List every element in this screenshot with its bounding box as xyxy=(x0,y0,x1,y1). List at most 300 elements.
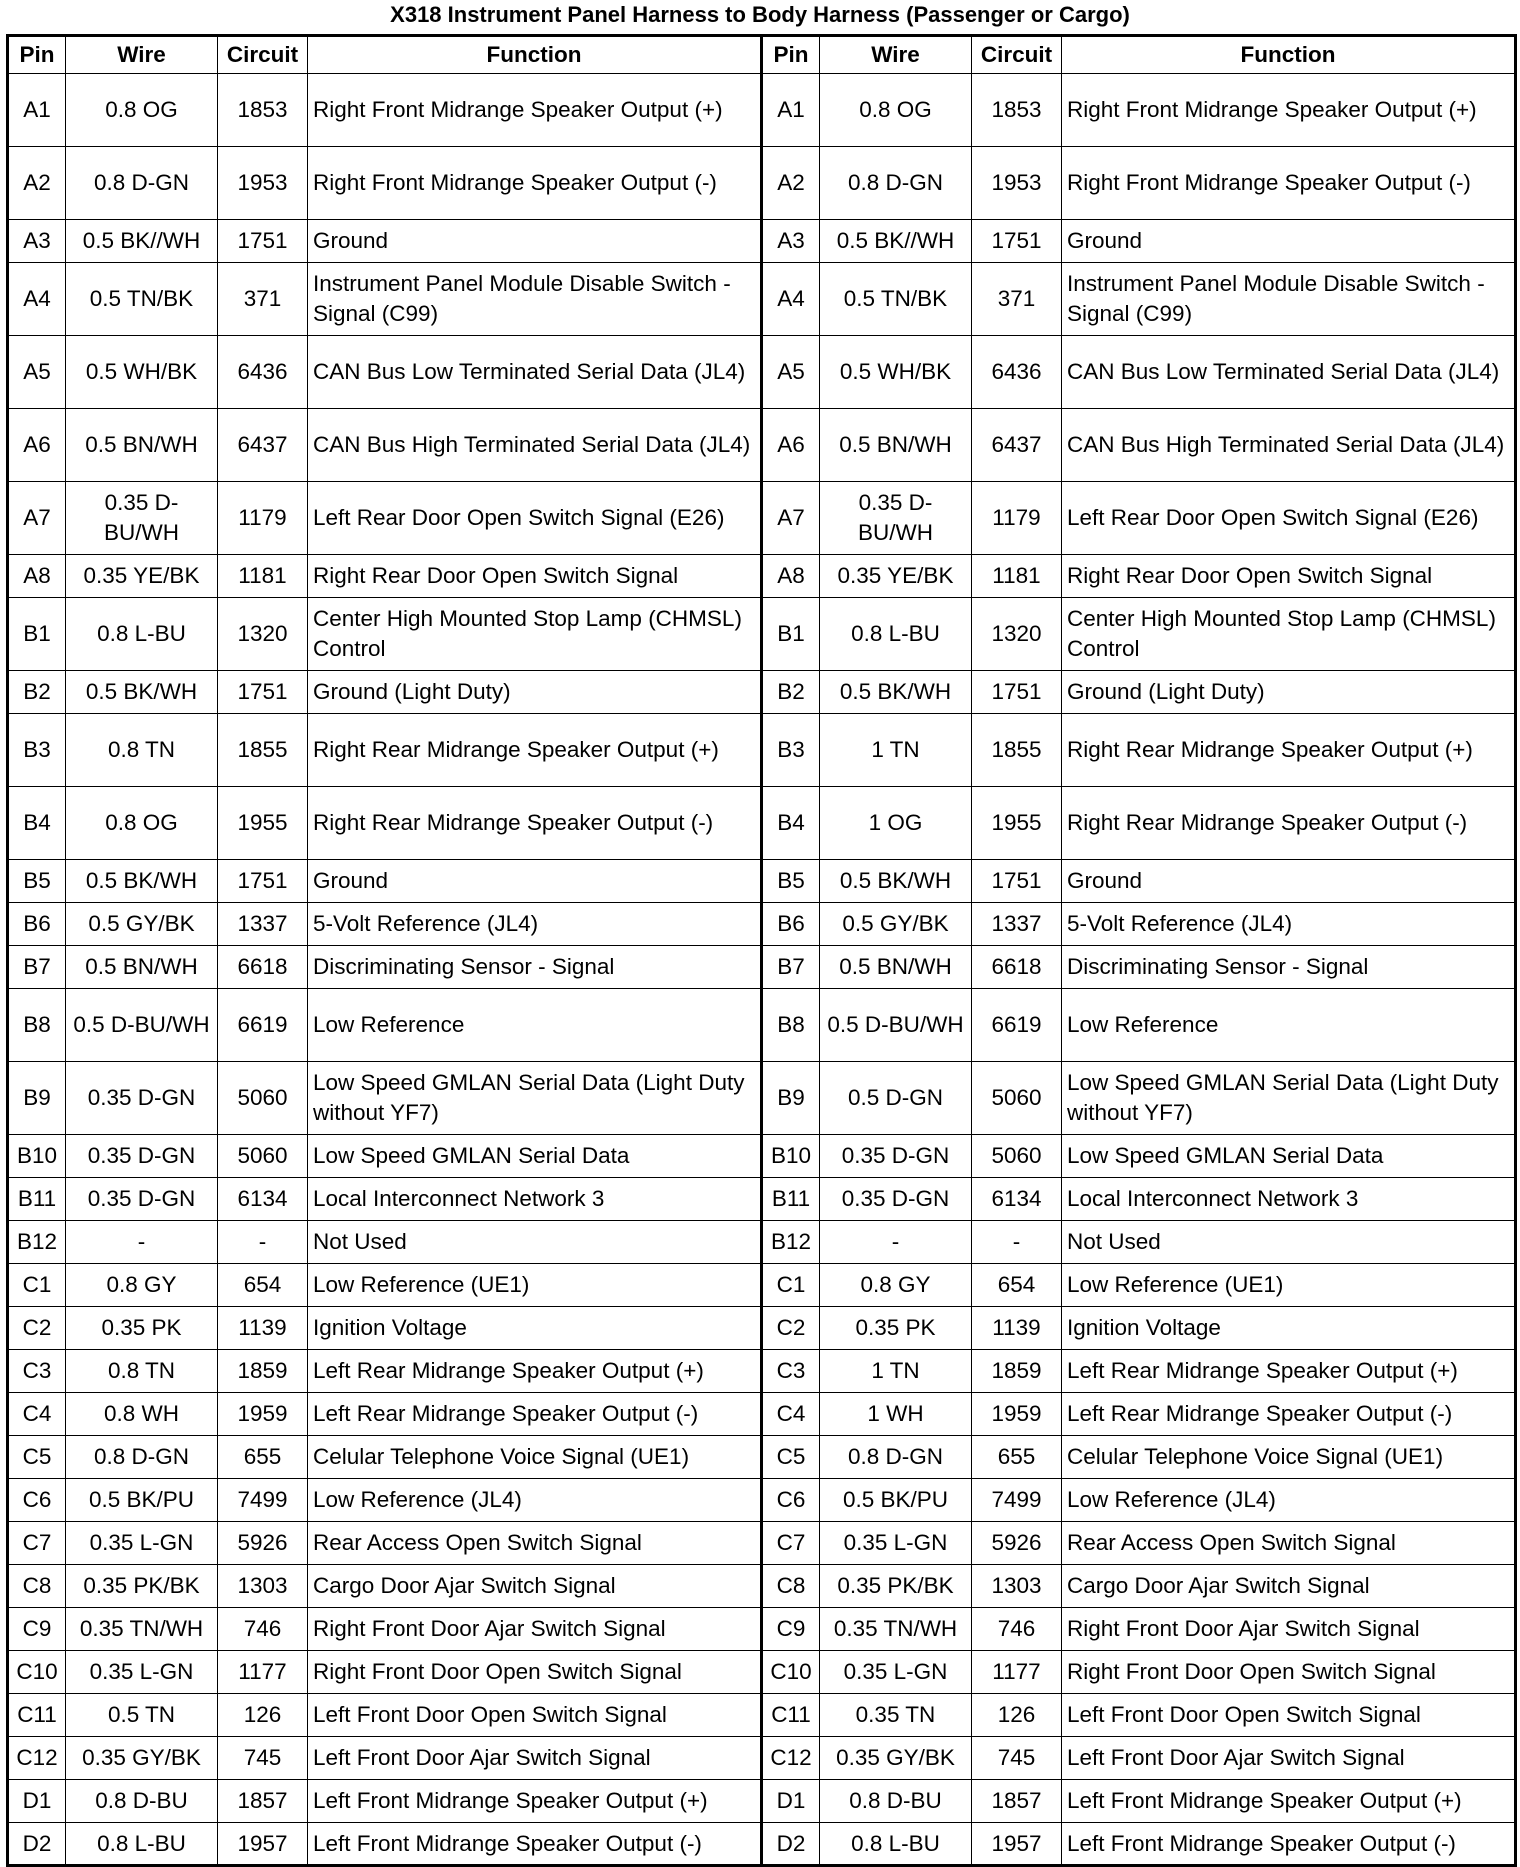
cell-circuit: 371 xyxy=(218,263,308,336)
cell-pin: B4 xyxy=(762,787,820,860)
cell-pin: B3 xyxy=(8,714,66,787)
cell-pin: C12 xyxy=(8,1737,66,1780)
cell-pin: B9 xyxy=(762,1062,820,1135)
cell-pin: B1 xyxy=(762,598,820,671)
cell-function: Ground (Light Duty) xyxy=(308,671,762,714)
cell-circuit: 6437 xyxy=(972,409,1062,482)
cell-wire: - xyxy=(820,1221,972,1264)
cell-circuit: 371 xyxy=(972,263,1062,336)
cell-pin: B11 xyxy=(762,1178,820,1221)
cell-function: Cargo Door Ajar Switch Signal xyxy=(1062,1565,1516,1608)
cell-pin: C8 xyxy=(8,1565,66,1608)
header-circuit: Circuit xyxy=(972,36,1062,74)
cell-wire: 0.35 D-BU/WH xyxy=(820,482,972,555)
cell-pin: D2 xyxy=(8,1823,66,1866)
cell-wire: 1 OG xyxy=(820,787,972,860)
cell-pin: C11 xyxy=(8,1694,66,1737)
cell-circuit: 5926 xyxy=(218,1522,308,1565)
cell-circuit: 1751 xyxy=(972,220,1062,263)
cell-function: Left Rear Door Open Switch Signal (E26) xyxy=(308,482,762,555)
cell-circuit: 1751 xyxy=(972,671,1062,714)
cell-wire: 0.35 PK xyxy=(66,1307,218,1350)
cell-circuit: 6436 xyxy=(218,336,308,409)
table-row xyxy=(8,714,1516,787)
cell-circuit: - xyxy=(972,1221,1062,1264)
cell-wire: 0.8 D-BU xyxy=(820,1780,972,1823)
cell-pin: D1 xyxy=(762,1780,820,1823)
cell-wire: 0.5 BN/WH xyxy=(66,409,218,482)
cell-circuit: 745 xyxy=(218,1737,308,1780)
cell-function: Low Reference (JL4) xyxy=(308,1479,762,1522)
cell-pin: C11 xyxy=(762,1694,820,1737)
cell-function: 5-Volt Reference (JL4) xyxy=(308,903,762,946)
table-row xyxy=(8,1608,1516,1651)
cell-wire: 0.5 BK/WH xyxy=(66,671,218,714)
table-row xyxy=(8,220,1516,263)
cell-pin: D1 xyxy=(8,1780,66,1823)
cell-function: Right Front Midrange Speaker Output (-) xyxy=(308,147,762,220)
cell-wire: - xyxy=(66,1221,218,1264)
cell-circuit: 6134 xyxy=(218,1178,308,1221)
cell-function: 5-Volt Reference (JL4) xyxy=(1062,903,1516,946)
cell-wire: 0.35 PK/BK xyxy=(820,1565,972,1608)
cell-function: Rear Access Open Switch Signal xyxy=(308,1522,762,1565)
cell-function: Celular Telephone Voice Signal (UE1) xyxy=(308,1436,762,1479)
cell-circuit: 1337 xyxy=(972,903,1062,946)
cell-circuit: 746 xyxy=(972,1608,1062,1651)
cell-pin: C7 xyxy=(762,1522,820,1565)
cell-pin: C10 xyxy=(762,1651,820,1694)
cell-pin: C12 xyxy=(762,1737,820,1780)
cell-wire: 0.35 PK xyxy=(820,1307,972,1350)
table-row xyxy=(8,787,1516,860)
cell-circuit: 1751 xyxy=(972,860,1062,903)
cell-function: Left Rear Door Open Switch Signal (E26) xyxy=(1062,482,1516,555)
cell-pin: A3 xyxy=(8,220,66,263)
cell-wire: 0.5 D-BU/WH xyxy=(820,989,972,1062)
cell-pin: B5 xyxy=(762,860,820,903)
cell-function: Left Rear Midrange Speaker Output (+) xyxy=(1062,1350,1516,1393)
cell-pin: B10 xyxy=(762,1135,820,1178)
cell-circuit: 1337 xyxy=(218,903,308,946)
cell-circuit: 1955 xyxy=(972,787,1062,860)
cell-circuit: 1177 xyxy=(218,1651,308,1694)
cell-pin: C4 xyxy=(762,1393,820,1436)
cell-wire: 0.35 D-GN xyxy=(820,1135,972,1178)
cell-function: Low Reference (UE1) xyxy=(1062,1264,1516,1307)
table-row xyxy=(8,1522,1516,1565)
cell-wire: 0.8 TN xyxy=(66,1350,218,1393)
cell-pin: B12 xyxy=(762,1221,820,1264)
cell-circuit: 6618 xyxy=(218,946,308,989)
cell-function: Ignition Voltage xyxy=(1062,1307,1516,1350)
table-row xyxy=(8,147,1516,220)
table-row xyxy=(8,1780,1516,1823)
cell-function: Ignition Voltage xyxy=(308,1307,762,1350)
cell-function: Left Front Door Open Switch Signal xyxy=(1062,1694,1516,1737)
header-pin: Pin xyxy=(762,36,820,74)
cell-pin: A5 xyxy=(762,336,820,409)
cell-function: Right Front Door Ajar Switch Signal xyxy=(1062,1608,1516,1651)
cell-wire: 0.8 D-GN xyxy=(820,147,972,220)
cell-wire: 0.5 D-GN xyxy=(820,1062,972,1135)
cell-function: Left Front Midrange Speaker Output (+) xyxy=(308,1780,762,1823)
cell-circuit: 1181 xyxy=(218,555,308,598)
cell-wire: 1 TN xyxy=(820,714,972,787)
cell-wire: 0.8 OG xyxy=(820,74,972,147)
cell-wire: 0.8 WH xyxy=(66,1393,218,1436)
cell-function: Left Front Midrange Speaker Output (-) xyxy=(308,1823,762,1866)
cell-wire: 0.5 BK//WH xyxy=(66,220,218,263)
cell-wire: 0.8 OG xyxy=(66,74,218,147)
cell-pin: C5 xyxy=(762,1436,820,1479)
table-row xyxy=(8,336,1516,409)
cell-circuit: 1179 xyxy=(218,482,308,555)
cell-wire: 0.8 D-GN xyxy=(66,147,218,220)
cell-wire: 0.5 BK/WH xyxy=(820,860,972,903)
cell-wire: 0.5 GY/BK xyxy=(820,903,972,946)
cell-function: CAN Bus Low Terminated Serial Data (JL4) xyxy=(1062,336,1516,409)
cell-wire: 0.8 OG xyxy=(66,787,218,860)
cell-circuit: 5060 xyxy=(218,1135,308,1178)
cell-circuit: 1179 xyxy=(972,482,1062,555)
cell-circuit: 1855 xyxy=(972,714,1062,787)
cell-function: Discriminating Sensor - Signal xyxy=(308,946,762,989)
cell-wire: 0.35 GY/BK xyxy=(820,1737,972,1780)
cell-circuit: 1853 xyxy=(218,74,308,147)
cell-circuit: 1853 xyxy=(972,74,1062,147)
cell-wire: 0.5 D-BU/WH xyxy=(66,989,218,1062)
cell-wire: 0.5 GY/BK xyxy=(66,903,218,946)
cell-function: Right Front Door Open Switch Signal xyxy=(308,1651,762,1694)
cell-circuit: 1953 xyxy=(972,147,1062,220)
cell-wire: 0.8 L-BU xyxy=(820,1823,972,1866)
cell-circuit: 1857 xyxy=(972,1780,1062,1823)
cell-circuit: 6618 xyxy=(972,946,1062,989)
cell-function: Instrument Panel Module Disable Switch - Signal (C99) xyxy=(1062,263,1516,336)
cell-function: Left Rear Midrange Speaker Output (-) xyxy=(1062,1393,1516,1436)
cell-circuit: 1303 xyxy=(972,1565,1062,1608)
cell-circuit: 126 xyxy=(972,1694,1062,1737)
cell-pin: C8 xyxy=(762,1565,820,1608)
cell-circuit: 6436 xyxy=(972,336,1062,409)
cell-wire: 0.8 L-BU xyxy=(820,598,972,671)
cell-pin: A4 xyxy=(8,263,66,336)
cell-function: Right Front Door Open Switch Signal xyxy=(1062,1651,1516,1694)
cell-function: Right Front Door Ajar Switch Signal xyxy=(308,1608,762,1651)
header-wire: Wire xyxy=(66,36,218,74)
cell-function: Left Front Door Ajar Switch Signal xyxy=(308,1737,762,1780)
cell-circuit: 1959 xyxy=(218,1393,308,1436)
table-row xyxy=(8,409,1516,482)
cell-wire: 0.35 L-GN xyxy=(66,1651,218,1694)
table-row xyxy=(8,671,1516,714)
cell-pin: C5 xyxy=(8,1436,66,1479)
cell-wire: 0.5 WH/BK xyxy=(66,336,218,409)
cell-circuit: - xyxy=(218,1221,308,1264)
cell-circuit: 1320 xyxy=(972,598,1062,671)
cell-wire: 0.35 TN xyxy=(820,1694,972,1737)
cell-wire: 0.35 PK/BK xyxy=(66,1565,218,1608)
cell-pin: B7 xyxy=(8,946,66,989)
table-row xyxy=(8,1135,1516,1178)
cell-pin: C2 xyxy=(762,1307,820,1350)
table-row xyxy=(8,1350,1516,1393)
cell-wire: 0.8 L-BU xyxy=(66,1823,218,1866)
cell-circuit: 654 xyxy=(972,1264,1062,1307)
cell-pin: B11 xyxy=(8,1178,66,1221)
cell-function: Right Rear Midrange Speaker Output (+) xyxy=(1062,714,1516,787)
cell-wire: 0.5 BN/WH xyxy=(820,946,972,989)
cell-function: Low Speed GMLAN Serial Data xyxy=(308,1135,762,1178)
cell-circuit: 1177 xyxy=(972,1651,1062,1694)
cell-circuit: 1957 xyxy=(218,1823,308,1866)
cell-wire: 0.8 D-BU xyxy=(66,1780,218,1823)
cell-function: Ground (Light Duty) xyxy=(1062,671,1516,714)
cell-circuit: 5060 xyxy=(972,1135,1062,1178)
cell-function: Low Reference xyxy=(1062,989,1516,1062)
cell-function: Left Rear Midrange Speaker Output (-) xyxy=(308,1393,762,1436)
cell-function: Ground xyxy=(308,860,762,903)
pinout-table xyxy=(6,34,1517,1867)
table-row xyxy=(8,1307,1516,1350)
cell-circuit: 1139 xyxy=(972,1307,1062,1350)
cell-pin: A4 xyxy=(762,263,820,336)
cell-function: Low Speed GMLAN Serial Data (Light Duty without YF7) xyxy=(308,1062,762,1135)
table-row xyxy=(8,1264,1516,1307)
cell-circuit: 6437 xyxy=(218,409,308,482)
cell-circuit: 1181 xyxy=(972,555,1062,598)
cell-wire: 0.5 TN/BK xyxy=(820,263,972,336)
cell-circuit: 1953 xyxy=(218,147,308,220)
header-pin: Pin xyxy=(8,36,66,74)
cell-function: Left Front Midrange Speaker Output (-) xyxy=(1062,1823,1516,1866)
cell-pin: B8 xyxy=(8,989,66,1062)
cell-wire: 1 TN xyxy=(820,1350,972,1393)
cell-circuit: 1320 xyxy=(218,598,308,671)
cell-circuit: 6619 xyxy=(972,989,1062,1062)
cell-pin: B7 xyxy=(762,946,820,989)
cell-function: Right Front Midrange Speaker Output (-) xyxy=(1062,147,1516,220)
cell-circuit: 1859 xyxy=(972,1350,1062,1393)
cell-circuit: 1857 xyxy=(218,1780,308,1823)
cell-wire: 0.8 GY xyxy=(820,1264,972,1307)
header-function: Function xyxy=(1062,36,1516,74)
cell-wire: 0.5 TN/BK xyxy=(66,263,218,336)
cell-pin: B6 xyxy=(8,903,66,946)
cell-pin: A8 xyxy=(762,555,820,598)
table-row xyxy=(8,946,1516,989)
cell-pin: C1 xyxy=(8,1264,66,1307)
cell-wire: 0.35 D-GN xyxy=(66,1062,218,1135)
cell-pin: B8 xyxy=(762,989,820,1062)
cell-wire: 0.5 BK/WH xyxy=(820,671,972,714)
table-row xyxy=(8,482,1516,555)
cell-pin: C1 xyxy=(762,1264,820,1307)
cell-function: Instrument Panel Module Disable Switch - Signal (C99) xyxy=(308,263,762,336)
cell-wire: 0.35 TN/WH xyxy=(820,1608,972,1651)
cell-function: Right Rear Midrange Speaker Output (-) xyxy=(1062,787,1516,860)
cell-wire: 1 WH xyxy=(820,1393,972,1436)
cell-circuit: 1955 xyxy=(218,787,308,860)
cell-function: Low Reference xyxy=(308,989,762,1062)
header-function: Function xyxy=(308,36,762,74)
cell-function: Right Front Midrange Speaker Output (+) xyxy=(308,74,762,147)
cell-wire: 0.8 GY xyxy=(66,1264,218,1307)
table-row xyxy=(8,903,1516,946)
header-row xyxy=(8,36,1516,74)
table-row xyxy=(8,1479,1516,1522)
cell-pin: B4 xyxy=(8,787,66,860)
cell-wire: 0.8 L-BU xyxy=(66,598,218,671)
cell-circuit: 5060 xyxy=(218,1062,308,1135)
cell-function: CAN Bus High Terminated Serial Data (JL4) xyxy=(1062,409,1516,482)
cell-pin: C9 xyxy=(762,1608,820,1651)
cell-function: Rear Access Open Switch Signal xyxy=(1062,1522,1516,1565)
cell-wire: 0.35 TN/WH xyxy=(66,1608,218,1651)
cell-wire: 0.8 D-GN xyxy=(820,1436,972,1479)
cell-pin: B3 xyxy=(762,714,820,787)
cell-pin: A1 xyxy=(762,74,820,147)
table-row xyxy=(8,1694,1516,1737)
cell-pin: B2 xyxy=(8,671,66,714)
cell-function: Ground xyxy=(308,220,762,263)
cell-pin: C3 xyxy=(8,1350,66,1393)
cell-wire: 0.35 L-GN xyxy=(66,1522,218,1565)
cell-circuit: 5926 xyxy=(972,1522,1062,1565)
cell-pin: C3 xyxy=(762,1350,820,1393)
cell-circuit: 1859 xyxy=(218,1350,308,1393)
table-row xyxy=(8,1221,1516,1264)
cell-wire: 0.5 BK/PU xyxy=(66,1479,218,1522)
table-row xyxy=(8,1062,1516,1135)
cell-wire: 0.35 D-BU/WH xyxy=(66,482,218,555)
cell-wire: 0.35 GY/BK xyxy=(66,1737,218,1780)
cell-circuit: 1959 xyxy=(972,1393,1062,1436)
cell-function: Ground xyxy=(1062,860,1516,903)
table-row xyxy=(8,1737,1516,1780)
cell-wire: 0.5 BN/WH xyxy=(820,409,972,482)
cell-function: Cargo Door Ajar Switch Signal xyxy=(308,1565,762,1608)
cell-function: Center High Mounted Stop Lamp (CHMSL) Control xyxy=(1062,598,1516,671)
cell-pin: A7 xyxy=(762,482,820,555)
cell-function: Local Interconnect Network 3 xyxy=(308,1178,762,1221)
table-row xyxy=(8,1393,1516,1436)
cell-function: Discriminating Sensor - Signal xyxy=(1062,946,1516,989)
cell-wire: 0.5 BN/WH xyxy=(66,946,218,989)
cell-circuit: 1751 xyxy=(218,671,308,714)
cell-function: Low Reference (UE1) xyxy=(308,1264,762,1307)
cell-function: Right Rear Door Open Switch Signal xyxy=(1062,555,1516,598)
table-row xyxy=(8,1823,1516,1866)
cell-circuit: 1751 xyxy=(218,220,308,263)
table-row xyxy=(8,1651,1516,1694)
cell-wire: 0.8 TN xyxy=(66,714,218,787)
cell-wire: 0.35 YE/BK xyxy=(820,555,972,598)
cell-wire: 0.5 WH/BK xyxy=(820,336,972,409)
cell-wire: 0.35 L-GN xyxy=(820,1651,972,1694)
table-row xyxy=(8,860,1516,903)
cell-function: Right Front Midrange Speaker Output (+) xyxy=(1062,74,1516,147)
cell-pin: B6 xyxy=(762,903,820,946)
cell-function: Local Interconnect Network 3 xyxy=(1062,1178,1516,1221)
header-circuit: Circuit xyxy=(218,36,308,74)
cell-pin: D2 xyxy=(762,1823,820,1866)
cell-pin: A8 xyxy=(8,555,66,598)
table-row xyxy=(8,598,1516,671)
table-row xyxy=(8,74,1516,147)
cell-pin: B9 xyxy=(8,1062,66,1135)
page-title: X318 Instrument Panel Harness to Body Harness (Passenger or Cargo) xyxy=(390,2,1130,27)
cell-circuit: 6134 xyxy=(972,1178,1062,1221)
cell-function: Right Rear Midrange Speaker Output (+) xyxy=(308,714,762,787)
cell-pin: B10 xyxy=(8,1135,66,1178)
cell-function: Right Rear Door Open Switch Signal xyxy=(308,555,762,598)
cell-pin: A5 xyxy=(8,336,66,409)
cell-pin: B2 xyxy=(762,671,820,714)
cell-function: Low Speed GMLAN Serial Data (Light Duty without YF7) xyxy=(1062,1062,1516,1135)
cell-wire: 0.35 D-GN xyxy=(66,1178,218,1221)
cell-circuit: 1957 xyxy=(972,1823,1062,1866)
cell-pin: B12 xyxy=(8,1221,66,1264)
cell-pin: A2 xyxy=(8,147,66,220)
cell-wire: 0.5 BK/PU xyxy=(820,1479,972,1522)
cell-pin: C4 xyxy=(8,1393,66,1436)
cell-wire: 0.35 YE/BK xyxy=(66,555,218,598)
cell-pin: C6 xyxy=(8,1479,66,1522)
cell-circuit: 746 xyxy=(218,1608,308,1651)
cell-pin: C2 xyxy=(8,1307,66,1350)
cell-pin: A6 xyxy=(762,409,820,482)
cell-function: CAN Bus High Terminated Serial Data (JL4) xyxy=(308,409,762,482)
cell-wire: 0.35 D-GN xyxy=(66,1135,218,1178)
cell-pin: C7 xyxy=(8,1522,66,1565)
cell-pin: C9 xyxy=(8,1608,66,1651)
cell-circuit: 7499 xyxy=(218,1479,308,1522)
cell-pin: A2 xyxy=(762,147,820,220)
header-wire: Wire xyxy=(820,36,972,74)
cell-pin: B1 xyxy=(8,598,66,671)
cell-pin: C6 xyxy=(762,1479,820,1522)
cell-circuit: 654 xyxy=(218,1264,308,1307)
cell-circuit: 1855 xyxy=(218,714,308,787)
cell-circuit: 655 xyxy=(972,1436,1062,1479)
table-row xyxy=(8,1178,1516,1221)
cell-function: Left Front Door Open Switch Signal xyxy=(308,1694,762,1737)
cell-circuit: 745 xyxy=(972,1737,1062,1780)
cell-wire: 0.5 TN xyxy=(66,1694,218,1737)
cell-function: Not Used xyxy=(1062,1221,1516,1264)
cell-function: Low Reference (JL4) xyxy=(1062,1479,1516,1522)
cell-pin: B5 xyxy=(8,860,66,903)
cell-function: Not Used xyxy=(308,1221,762,1264)
cell-wire: 0.5 BK//WH xyxy=(820,220,972,263)
table-row xyxy=(8,555,1516,598)
cell-wire: 0.8 D-GN xyxy=(66,1436,218,1479)
table-row xyxy=(8,1565,1516,1608)
cell-circuit: 5060 xyxy=(972,1062,1062,1135)
cell-function: Left Front Door Ajar Switch Signal xyxy=(1062,1737,1516,1780)
cell-circuit: 655 xyxy=(218,1436,308,1479)
cell-wire: 0.35 D-GN xyxy=(820,1178,972,1221)
cell-pin: A1 xyxy=(8,74,66,147)
table-row xyxy=(8,989,1516,1062)
cell-pin: A3 xyxy=(762,220,820,263)
cell-pin: A7 xyxy=(8,482,66,555)
cell-function: Celular Telephone Voice Signal (UE1) xyxy=(1062,1436,1516,1479)
cell-pin: C10 xyxy=(8,1651,66,1694)
cell-function: Left Front Midrange Speaker Output (+) xyxy=(1062,1780,1516,1823)
